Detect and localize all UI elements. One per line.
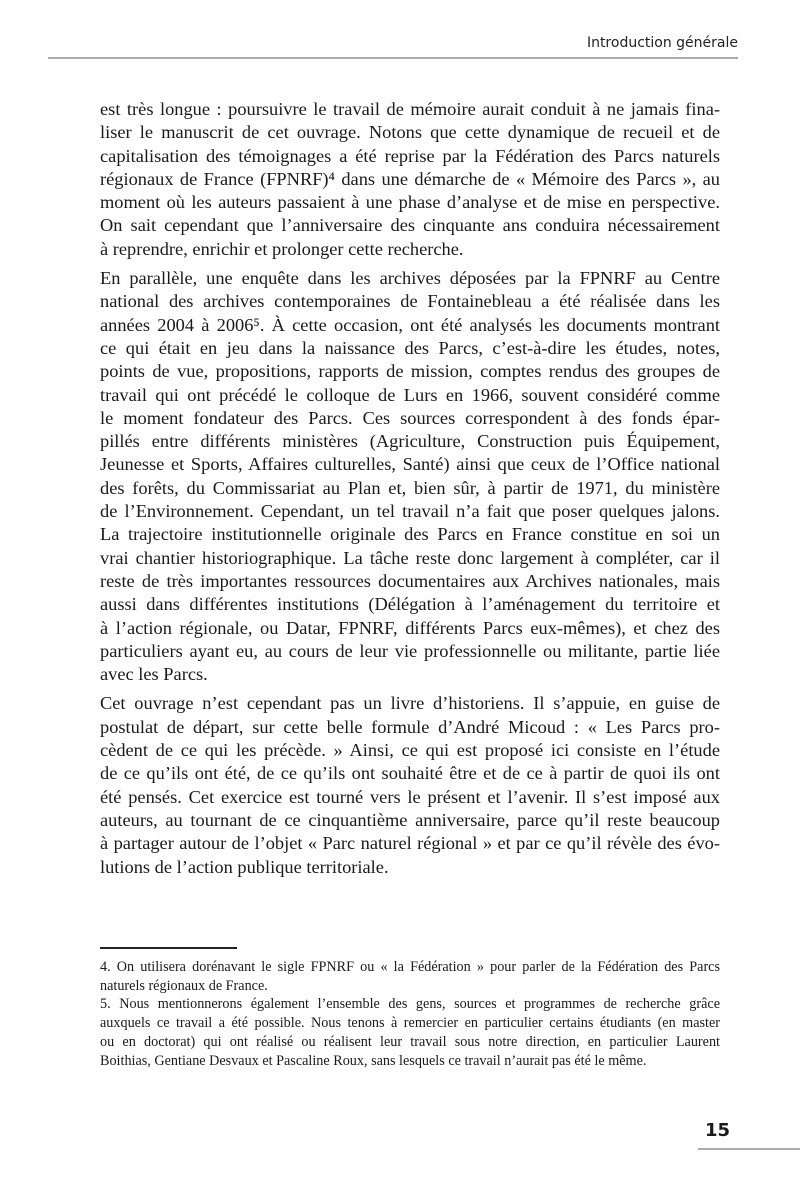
text-line: naturels régionaux de France.	[100, 977, 268, 994]
text-line: particuliers ayant eu, au cours de leur vie professionnelle ou militante, partie liée	[100, 640, 720, 661]
text-line: de ce qu’ils ont été, de ce qu’ils ont souhaité être et de ce à partir de quoi ils ont	[100, 763, 720, 784]
text-line: à reprendre, enrichir et prolonger cette recherche.	[100, 238, 464, 259]
text-line: avec les Parcs.	[100, 664, 208, 685]
text-line: ce qui était en jeu dans la naissance des Parcs, c’est-à-dire les études, notes,	[100, 337, 720, 358]
text-line: été pensés. Cet exercice est tourné vers le présent et l’avenir. Il s’est imposé aux	[100, 786, 720, 807]
text-line: ou en doctorat) qui ont réalisé ou réalisent leur travail sous notre direction, en particulier Laurent	[100, 1033, 720, 1050]
text-line: 5. Nous mentionnerons également l’ensemble des gens, sources et programmes de recherche grâce	[100, 996, 720, 1013]
text-line: 4. On utilisera dorénavant le sigle FPNRF ou « la Fédération » pour parler de la Fédération des Parcs	[100, 959, 720, 975]
footnote-separator	[100, 947, 237, 949]
text-line: est très longue : poursuivre le travail de mémoire aurait conduit à ne jamais fina-	[100, 99, 720, 119]
text-line: On sait cependant que l’anniversaire des cinquante ans conduira nécessairement	[100, 215, 720, 236]
paragraph	[100, 692, 720, 878]
text-line: La trajectoire institutionnelle originale des Parcs en France constitue en soi un	[100, 524, 720, 545]
text-line: régionaux de France (FPNRF)⁴ dans une démarche de « Mémoire des Parcs », au	[100, 168, 720, 189]
text-line: vrai chantier historiographique. La tâche reste donc largement à compléter, car il	[100, 547, 720, 568]
paragraph	[100, 267, 720, 686]
text-line: aussi dans différentes institutions (Délégation à l’aménagement du territoire et	[100, 594, 720, 615]
text-line: travail qui ont précédé le colloque de Lurs en 1966, souvent considéré comme	[100, 384, 720, 405]
text-line: moment où les auteurs passaient à une phase d’analyse et de mise en perspective.	[100, 192, 720, 213]
text-line: liser le manuscrit de cet ouvrage. Notons que cette dynamique de recueil et de	[100, 122, 720, 143]
text-line: points de vue, propositions, rapports de mission, comptes rendus des groupes de	[100, 361, 720, 382]
text-line: pillés entre différents ministères (Agriculture, Construction puis Équipement,	[100, 431, 720, 452]
text-line: capitalisation des témoignages a été reprise par la Fédération des Parcs naturels	[100, 145, 720, 166]
footnotes	[100, 958, 720, 1070]
text-line: Cet ouvrage n’est cependant pas un livre d’historiens. Il s’appuie, en guise de	[100, 693, 720, 714]
text-line: Boithias, Gentiane Desvaux et Pascaline Roux, sans lesquels ce travail n’aurait pas été le même.	[100, 1052, 647, 1069]
text-line: national des archives contemporaines de Fontainebleau a été réalisée dans les	[100, 291, 720, 312]
text-line: le moment fondateur des Parcs. Ces sources correspondent à des fonds épar-	[100, 407, 720, 428]
text-line: lutions de l’action publique territoriale.	[100, 856, 389, 877]
page-number: 15	[705, 1120, 731, 1141]
paragraph	[100, 98, 720, 261]
text-line: cèdent de ce qui les précède. » Ainsi, ce qui est proposé ici consiste en l’étude	[100, 740, 720, 761]
text-line: à l’action régionale, ou Datar, FPNRF, différents Parcs eux-mêmes), et chez des	[100, 617, 720, 638]
body-text	[100, 98, 720, 885]
text-line: En parallèle, une enquête dans les archives déposées par la FPNRF au Centre	[100, 268, 720, 289]
text-line: Jeunesse et Sports, Affaires culturelles, Santé) ainsi que ceux de l’Office national	[100, 454, 720, 475]
footnote	[100, 995, 720, 1070]
text-line: reste de très importantes ressources documentaires aux Archives nationales, mais	[100, 570, 720, 591]
text-line: années 2004 à 2006⁵. À cette occasion, ont été analysés les documents montrant	[100, 314, 720, 335]
text-line: de l’Environnement. Cependant, un tel travail n’a fait que poser quelques jalons.	[100, 501, 720, 522]
running-head-title: Introduction générale	[586, 35, 738, 51]
text-line: auteurs, au tournant de ce cinquantième anniversaire, parce qu’il reste beaucoup	[100, 809, 720, 830]
text-line: auxquels ce travail a été possible. Nous tenons à remercier en particulier certains étudiants (en master	[100, 1015, 720, 1032]
footer-rule	[698, 1148, 800, 1150]
text-line: postulat de départ, sur cette belle formule d’André Micoud : « Les Parcs pro-	[100, 716, 720, 737]
footnote	[100, 958, 720, 995]
header-rule	[48, 57, 738, 59]
text-line: des forêts, du Commissariat au Plan et, bien sûr, à partir de 1971, du ministère	[100, 477, 720, 498]
text-line: à partager autour de l’objet « Parc naturel régional » et par ce qu’il révèle des évo-	[100, 833, 720, 854]
